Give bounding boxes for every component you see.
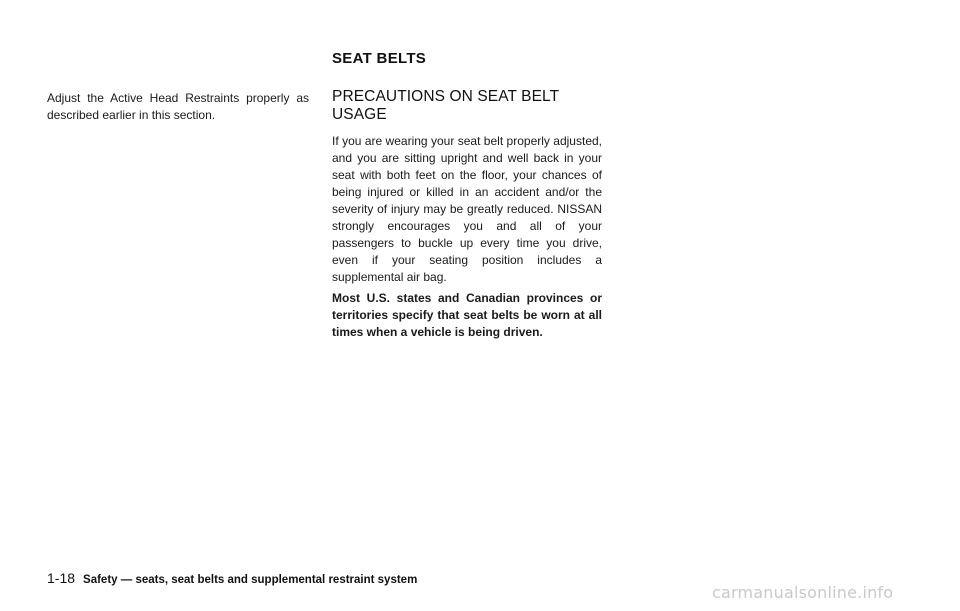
page-footer xyxy=(47,570,417,586)
legal-requirement-paragraph: Most U.S. states and Canadian provinces or territories specify that seat belts be worn at all times when a vehicle is being driven. xyxy=(332,291,602,339)
page-number: 1-18 xyxy=(47,570,76,586)
seat-belt-precautions-section xyxy=(332,88,602,341)
chapter-title: Safety — seats, seat belts and supplemental restraint system xyxy=(83,574,418,586)
section-title: SEAT BELTS xyxy=(332,50,427,67)
watermark: carmanualsonline.info xyxy=(712,583,894,602)
precautions-subheading: PRECAUTIONS ON SEAT BELT USAGE xyxy=(332,88,559,123)
precautions-paragraph: If you are wearing your seat belt properly adjusted, and you are sitting upright and well back in your seat with both feet on the floor, your chances of being injured or killed in an accident and/or the severity of injury may be greatly reduced. NISSAN strongly encourages you and all of your passengers to buckle up every time you drive, even if your seating position includes a supplemental air bag. xyxy=(332,134,602,284)
head-restraint-paragraph: Adjust the Active Head Restraints properly as described earlier in this section. xyxy=(47,91,309,122)
